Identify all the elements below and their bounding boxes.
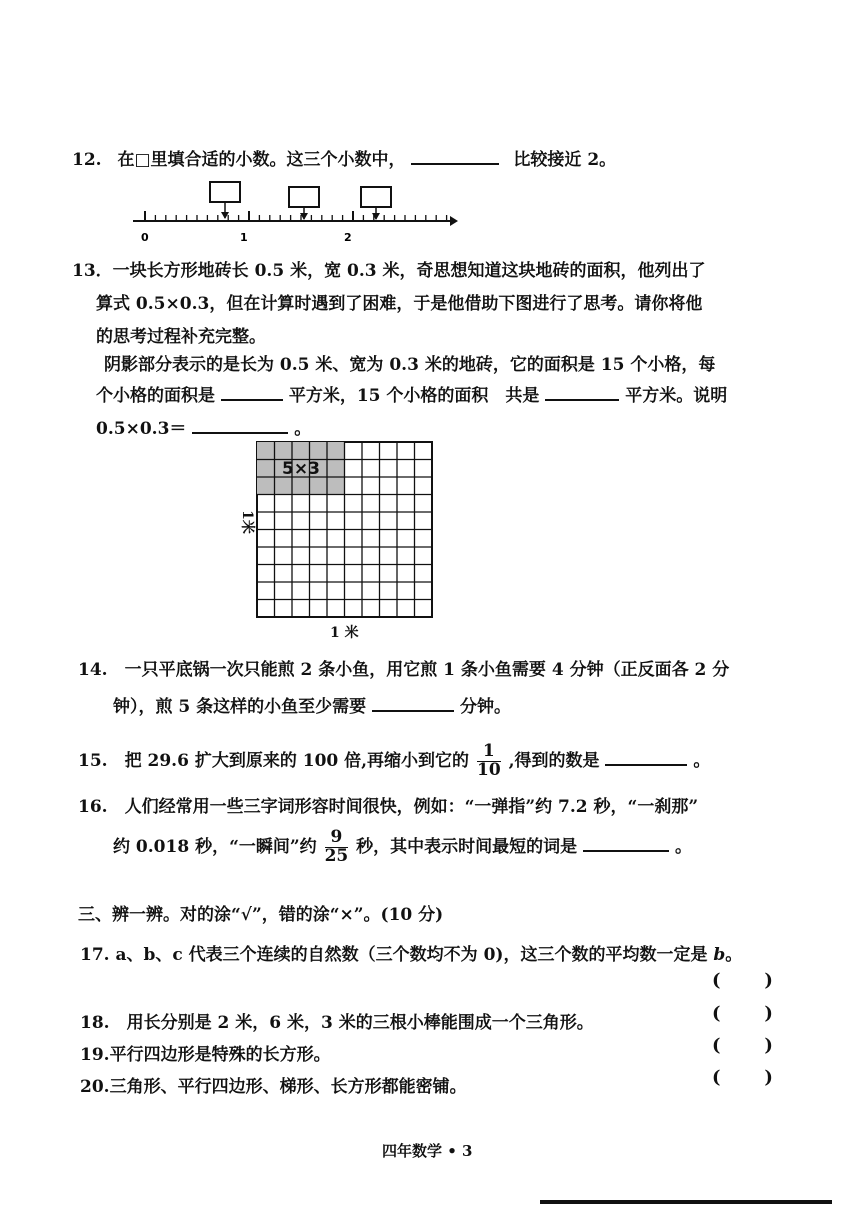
section-3-title: 三、辨一辨。对的涂“√”，错的涂“×”。(10 分): [78, 905, 444, 925]
q16-frac-den: 25: [324, 845, 349, 866]
q13-line-2: 算式 0.5×0.3，但在计算时遇到了困难，于是他借助下图进行了思考。请你将他: [96, 294, 703, 314]
q13-line-5: [96, 381, 727, 406]
q14-line-1: 14. 一只平底锅一次只能煎 2 条小鱼，用它煎 1 条小鱼需要 4 分钟（正反面各 2 分: [78, 660, 730, 680]
q17-line: [80, 940, 742, 965]
q15-blank[interactable]: [605, 750, 687, 766]
q17-text: 17. a、b、c 代表三个连续的自然数（三个数均不为 0)，这三个数的平均数一定是: [80, 945, 708, 965]
q13-text-b: 平方米，15 个小格的面积 共是: [288, 386, 540, 406]
shaded-cell: [310, 477, 328, 495]
q12-number: 12.: [72, 150, 102, 170]
q19-text: 19.平行四边形是特殊的长方形。: [80, 1045, 331, 1065]
area-grid: [256, 441, 436, 621]
q13-blank-2[interactable]: [545, 385, 619, 401]
tick-label-1: 1: [240, 231, 248, 244]
q13-line-6: [96, 414, 311, 439]
q16-frac-num: 9: [330, 827, 343, 847]
q12-answer-blank[interactable]: [411, 149, 499, 165]
grid-shade-label: 5×3: [282, 459, 320, 479]
q20-text: 20.三角形、平行四边形、梯形、长方形都能密铺。: [80, 1077, 467, 1097]
q16-text-a: 约 0.018 秒，“一瞬间”约: [113, 836, 317, 857]
q15-fraction: [477, 743, 501, 780]
q18-answer-parens[interactable]: ( ): [712, 1003, 773, 1024]
shaded-cell: [275, 442, 293, 460]
q16-blank[interactable]: [583, 836, 669, 852]
q13-line-3: 的思考过程补充完整。: [96, 327, 266, 347]
q16-line-2: [113, 829, 692, 866]
q12-box-3[interactable]: [361, 187, 391, 207]
q13-equation: 0.5×0.3＝: [96, 419, 187, 439]
grid-side-label: 1米: [238, 510, 255, 534]
q18-text: 18. 用长分别是 2 米，6 米，3 米的三根小棒能围成一个三角形。: [80, 1013, 594, 1033]
q14-text-b: 分钟。: [460, 697, 512, 717]
q19-answer-parens[interactable]: ( ): [712, 1035, 773, 1056]
q12-line: [72, 145, 616, 170]
q12-box-1[interactable]: [210, 182, 240, 202]
q15-frac-num: 1: [482, 741, 495, 761]
q17-period: 。: [725, 945, 743, 965]
shaded-cell: [292, 477, 310, 495]
number-line: [125, 178, 465, 248]
footer-rule: [540, 1200, 832, 1204]
shaded-cell: [327, 477, 345, 495]
q13-blank-3[interactable]: [192, 418, 288, 434]
q13-text-a: 个小格的面积是: [96, 386, 215, 406]
q14-line-2: [113, 692, 511, 717]
q14-blank[interactable]: [372, 696, 454, 712]
q17-var-b: b: [713, 945, 726, 965]
q17-answer-parens[interactable]: ( ): [712, 970, 773, 991]
shaded-cell: [275, 477, 293, 495]
q16-text-b: 秒，其中表示时间最短的词是: [356, 836, 578, 857]
page-footer: 四年数学 • 3: [382, 1142, 473, 1160]
q15-line: [78, 743, 710, 780]
q13-blank-1[interactable]: [221, 385, 283, 401]
shaded-cell: [327, 460, 345, 478]
shaded-cell: [257, 460, 275, 478]
q14-text-a: 钟），煎 5 条这样的小鱼至少需要: [113, 697, 367, 717]
q16-period: 。: [675, 836, 692, 857]
q13-period: 。: [294, 419, 312, 439]
grid-bottom-label: 1 米: [330, 625, 359, 641]
shaded-cell: [310, 442, 328, 460]
shaded-cell: [257, 442, 275, 460]
shaded-cell: [257, 477, 275, 495]
q12-text-a: 在□里填合适的小数。这三个小数中，: [117, 150, 406, 170]
q13-text-c: 平方米。说明: [625, 386, 728, 406]
q15-period: 。: [693, 750, 711, 771]
tick-label-0: 0: [141, 231, 149, 244]
q15-text-b: ,得到的数是: [508, 750, 600, 771]
q15-text-a: 15. 把 29.6 扩大到原来的 100 倍,再缩小到它的: [78, 750, 470, 771]
tick-label-2: 2: [344, 231, 352, 244]
q20-answer-parens[interactable]: ( ): [712, 1067, 773, 1088]
q15-frac-den: 10: [476, 759, 501, 780]
q13-line-4: 阴影部分表示的是长为 0.5 米、宽为 0.3 米的地砖，它的面积是 15 个小格，每: [104, 355, 716, 375]
q16-fraction: [325, 829, 349, 866]
q16-line-1: 16. 人们经常用一些三字词形容时间很快，例如：“一弹指”约 7.2 秒，“一刹那”: [78, 797, 699, 817]
shaded-cell: [327, 442, 345, 460]
q12-box-2[interactable]: [289, 187, 319, 207]
q13-line-1: 13．一块长方形地砖长 0.5 米，宽 0.3 米，奇思想知道这块地砖的面积，他列出了: [72, 261, 706, 281]
q12-text-b: 比较接近 2。: [513, 150, 617, 170]
shaded-cell: [292, 442, 310, 460]
